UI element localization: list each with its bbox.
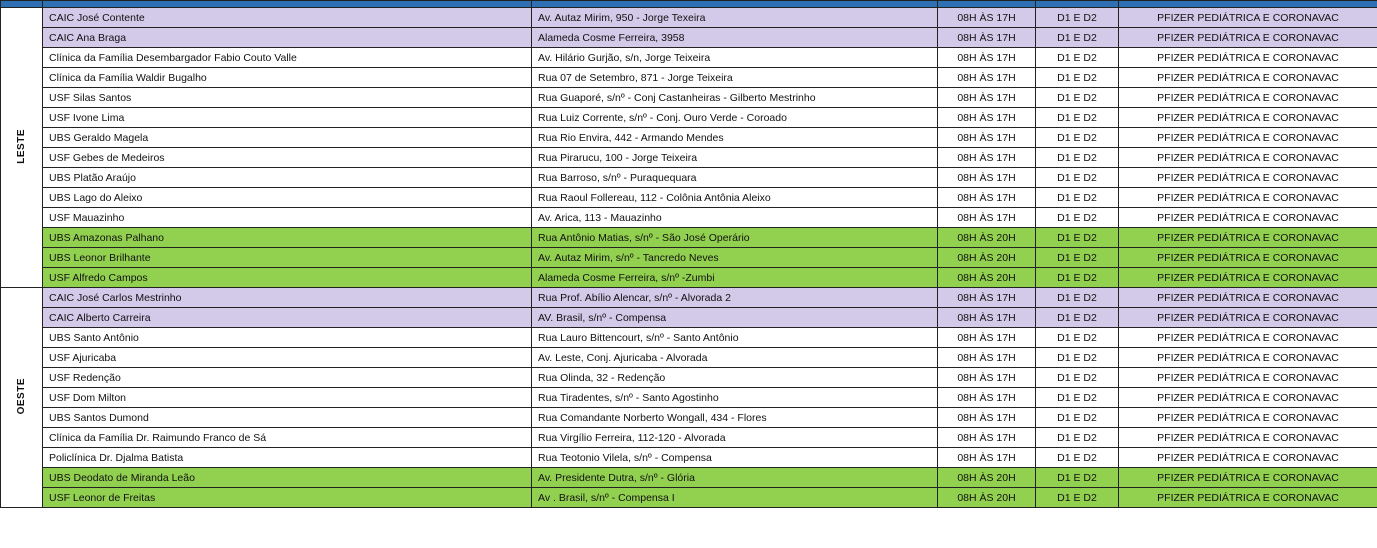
- unit-name-cell: UBS Santos Dumond: [43, 408, 532, 428]
- vaccine-cell: PFIZER PEDIÁTRICA E CORONAVAC: [1119, 428, 1377, 448]
- vaccine-cell: PFIZER PEDIÁTRICA E CORONAVAC: [1119, 408, 1377, 428]
- unit-name-cell: UBS Amazonas Palhano: [43, 228, 532, 248]
- hours-cell: 08H ÀS 17H: [938, 368, 1036, 388]
- address-cell: Av. Hilário Gurjão, s/n, Jorge Teixeira: [532, 48, 938, 68]
- unit-name-cell: CAIC José Carlos Mestrinho: [43, 288, 532, 308]
- unit-name-cell: USF Ajuricaba: [43, 348, 532, 368]
- doses-cell: D1 E D2: [1036, 208, 1119, 228]
- unit-name-cell: UBS Deodato de Miranda Leão: [43, 468, 532, 488]
- unit-name-cell: USF Gebes de Medeiros: [43, 148, 532, 168]
- table-row: [1, 308, 1377, 328]
- vaccine-cell: PFIZER PEDIÁTRICA E CORONAVAC: [1119, 88, 1377, 108]
- table-row: [1, 28, 1377, 48]
- hours-cell: 08H ÀS 17H: [938, 168, 1036, 188]
- unit-name-cell: USF Mauazinho: [43, 208, 532, 228]
- unit-name-cell: USF Silas Santos: [43, 88, 532, 108]
- vaccine-cell: PFIZER PEDIÁTRICA E CORONAVAC: [1119, 248, 1377, 268]
- doses-cell: D1 E D2: [1036, 88, 1119, 108]
- doses-cell: D1 E D2: [1036, 148, 1119, 168]
- address-cell: Rua Rio Envira, 442 - Armando Mendes: [532, 128, 938, 148]
- vaccine-cell: PFIZER PEDIÁTRICA E CORONAVAC: [1119, 68, 1377, 88]
- address-cell: Rua Luiz Corrente, s/nº - Conj. Ouro Verde - Coroado: [532, 108, 938, 128]
- hours-cell: 08H ÀS 17H: [938, 8, 1036, 28]
- hours-cell: 08H ÀS 20H: [938, 468, 1036, 488]
- unit-name-cell: UBS Leonor Brilhante: [43, 248, 532, 268]
- vaccine-cell: PFIZER PEDIÁTRICA E CORONAVAC: [1119, 368, 1377, 388]
- table-row: [1, 408, 1377, 428]
- address-cell: Rua Teotonio Vilela, s/nº - Compensa: [532, 448, 938, 468]
- header-strip: [1, 1, 1377, 8]
- hours-cell: 08H ÀS 17H: [938, 148, 1036, 168]
- address-cell: Rua Lauro Bittencourt, s/nº - Santo Antônio: [532, 328, 938, 348]
- hours-cell: 08H ÀS 17H: [938, 448, 1036, 468]
- vaccine-cell: PFIZER PEDIÁTRICA E CORONAVAC: [1119, 148, 1377, 168]
- table-row: [1, 488, 1377, 508]
- unit-name-cell: USF Dom Milton: [43, 388, 532, 408]
- unit-name-cell: Clínica da Família Dr. Raimundo Franco de Sá: [43, 428, 532, 448]
- doses-cell: D1 E D2: [1036, 448, 1119, 468]
- vaccine-cell: PFIZER PEDIÁTRICA E CORONAVAC: [1119, 348, 1377, 368]
- address-cell: Rua Pirarucu, 100 - Jorge Teixeira: [532, 148, 938, 168]
- address-cell: Av. Autaz Mirim, 950 - Jorge Texeira: [532, 8, 938, 28]
- hours-cell: 08H ÀS 17H: [938, 108, 1036, 128]
- unit-name-cell: USF Alfredo Campos: [43, 268, 532, 288]
- hours-cell: 08H ÀS 17H: [938, 388, 1036, 408]
- address-cell: Rua 07 de Setembro, 871 - Jorge Teixeira: [532, 68, 938, 88]
- doses-cell: D1 E D2: [1036, 228, 1119, 248]
- doses-cell: D1 E D2: [1036, 468, 1119, 488]
- address-cell: Av. Autaz Mirim, s/nº - Tancredo Neves: [532, 248, 938, 268]
- address-cell: Alameda Cosme Ferreira, s/nº -Zumbi: [532, 268, 938, 288]
- unit-name-cell: Policlínica Dr. Djalma Batista: [43, 448, 532, 468]
- address-cell: Av . Brasil, s/nº - Compensa I: [532, 488, 938, 508]
- table-row: [1, 248, 1377, 268]
- hours-cell: 08H ÀS 17H: [938, 408, 1036, 428]
- table-row: [1, 188, 1377, 208]
- doses-cell: D1 E D2: [1036, 488, 1119, 508]
- unit-name-cell: USF Ivone Lima: [43, 108, 532, 128]
- hours-cell: 08H ÀS 17H: [938, 288, 1036, 308]
- hours-cell: 08H ÀS 17H: [938, 48, 1036, 68]
- unit-name-cell: USF Redenção: [43, 368, 532, 388]
- address-cell: Rua Comandante Norberto Wongall, 434 - Flores: [532, 408, 938, 428]
- address-cell: Rua Raoul Follereau, 112 - Colônia Antônia Aleixo: [532, 188, 938, 208]
- address-cell: Rua Virgílio Ferreira, 112-120 - Alvorada: [532, 428, 938, 448]
- doses-cell: D1 E D2: [1036, 108, 1119, 128]
- table-row: [1, 48, 1377, 68]
- doses-cell: D1 E D2: [1036, 28, 1119, 48]
- vaccine-cell: PFIZER PEDIÁTRICA E CORONAVAC: [1119, 328, 1377, 348]
- table-row: [1, 328, 1377, 348]
- vaccine-cell: PFIZER PEDIÁTRICA E CORONAVAC: [1119, 108, 1377, 128]
- table-row: [1, 268, 1377, 288]
- hours-cell: 08H ÀS 20H: [938, 268, 1036, 288]
- hours-cell: 08H ÀS 17H: [938, 128, 1036, 148]
- doses-cell: D1 E D2: [1036, 348, 1119, 368]
- table-row: [1, 168, 1377, 188]
- hours-cell: 08H ÀS 17H: [938, 348, 1036, 368]
- table-row: [1, 388, 1377, 408]
- table-row: [1, 68, 1377, 88]
- table-row: [1, 348, 1377, 368]
- unit-name-cell: Clínica da Família Waldir Bugalho: [43, 68, 532, 88]
- vaccine-cell: PFIZER PEDIÁTRICA E CORONAVAC: [1119, 188, 1377, 208]
- doses-cell: D1 E D2: [1036, 288, 1119, 308]
- hours-cell: 08H ÀS 20H: [938, 488, 1036, 508]
- table-row: [1, 88, 1377, 108]
- hours-cell: 08H ÀS 17H: [938, 188, 1036, 208]
- table-row: [1, 208, 1377, 228]
- doses-cell: D1 E D2: [1036, 428, 1119, 448]
- doses-cell: D1 E D2: [1036, 188, 1119, 208]
- doses-cell: D1 E D2: [1036, 328, 1119, 348]
- doses-cell: D1 E D2: [1036, 248, 1119, 268]
- hours-cell: 08H ÀS 17H: [938, 328, 1036, 348]
- hours-cell: 08H ÀS 17H: [938, 208, 1036, 228]
- region-label: OESTE: [16, 377, 27, 415]
- vaccine-cell: PFIZER PEDIÁTRICA E CORONAVAC: [1119, 268, 1377, 288]
- vaccine-cell: PFIZER PEDIÁTRICA E CORONAVAC: [1119, 308, 1377, 328]
- doses-cell: D1 E D2: [1036, 48, 1119, 68]
- table-row: [1, 368, 1377, 388]
- hours-cell: 08H ÀS 17H: [938, 28, 1036, 48]
- address-cell: Av. Presidente Dutra, s/nº - Glória: [532, 468, 938, 488]
- hours-cell: 08H ÀS 17H: [938, 308, 1036, 328]
- address-cell: Rua Prof. Abílio Alencar, s/nº - Alvorada 2: [532, 288, 938, 308]
- address-cell: Rua Tiradentes, s/nº - Santo Agostinho: [532, 388, 938, 408]
- doses-cell: D1 E D2: [1036, 8, 1119, 28]
- hours-cell: 08H ÀS 20H: [938, 248, 1036, 268]
- vaccine-cell: PFIZER PEDIÁTRICA E CORONAVAC: [1119, 468, 1377, 488]
- table-row: [1, 8, 1377, 28]
- hours-cell: 08H ÀS 17H: [938, 428, 1036, 448]
- table-row: [1, 148, 1377, 168]
- hours-cell: 08H ÀS 17H: [938, 88, 1036, 108]
- doses-cell: D1 E D2: [1036, 68, 1119, 88]
- doses-cell: D1 E D2: [1036, 388, 1119, 408]
- hours-cell: 08H ÀS 17H: [938, 68, 1036, 88]
- hours-cell: 08H ÀS 20H: [938, 228, 1036, 248]
- address-cell: Rua Guaporé, s/nº - Conj Castanheiras - Gilberto Mestrinho: [532, 88, 938, 108]
- doses-cell: D1 E D2: [1036, 308, 1119, 328]
- doses-cell: D1 E D2: [1036, 128, 1119, 148]
- vaccine-cell: PFIZER PEDIÁTRICA E CORONAVAC: [1119, 128, 1377, 148]
- unit-name-cell: UBS Geraldo Magela: [43, 128, 532, 148]
- address-cell: Rua Barroso, s/nº - Puraquequara: [532, 168, 938, 188]
- table-row: [1, 288, 1377, 308]
- table-row: [1, 228, 1377, 248]
- address-cell: Rua Antônio Matias, s/nº - São José Operário: [532, 228, 938, 248]
- vaccine-cell: PFIZER PEDIÁTRICA E CORONAVAC: [1119, 168, 1377, 188]
- doses-cell: D1 E D2: [1036, 268, 1119, 288]
- address-cell: Av. Arica, 113 - Mauazinho: [532, 208, 938, 228]
- vaccine-cell: PFIZER PEDIÁTRICA E CORONAVAC: [1119, 8, 1377, 28]
- vaccine-cell: PFIZER PEDIÁTRICA E CORONAVAC: [1119, 388, 1377, 408]
- unit-name-cell: CAIC Ana Braga: [43, 28, 532, 48]
- table-row: [1, 448, 1377, 468]
- address-cell: AV. Brasil, s/nº - Compensa: [532, 308, 938, 328]
- doses-cell: D1 E D2: [1036, 408, 1119, 428]
- unit-name-cell: UBS Platão Araújo: [43, 168, 532, 188]
- doses-cell: D1 E D2: [1036, 168, 1119, 188]
- vaccine-cell: PFIZER PEDIÁTRICA E CORONAVAC: [1119, 228, 1377, 248]
- address-cell: Alameda Cosme Ferreira, 3958: [532, 28, 938, 48]
- unit-name-cell: Clínica da Família Desembargador Fabio Couto Valle: [43, 48, 532, 68]
- unit-name-cell: CAIC Alberto Carreira: [43, 308, 532, 328]
- unit-name-cell: CAIC José Contente: [43, 8, 532, 28]
- address-cell: Av. Leste, Conj. Ajuricaba - Alvorada: [532, 348, 938, 368]
- vaccine-cell: PFIZER PEDIÁTRICA E CORONAVAC: [1119, 28, 1377, 48]
- region-label-cell: [1, 8, 43, 288]
- unit-name-cell: UBS Santo Antônio: [43, 328, 532, 348]
- vaccine-cell: PFIZER PEDIÁTRICA E CORONAVAC: [1119, 448, 1377, 468]
- vaccine-cell: PFIZER PEDIÁTRICA E CORONAVAC: [1119, 288, 1377, 308]
- vaccine-cell: PFIZER PEDIÁTRICA E CORONAVAC: [1119, 48, 1377, 68]
- table-row: [1, 128, 1377, 148]
- vaccine-cell: PFIZER PEDIÁTRICA E CORONAVAC: [1119, 208, 1377, 228]
- table-row: [1, 468, 1377, 488]
- unit-name-cell: USF Leonor de Freitas: [43, 488, 532, 508]
- region-label-cell: [1, 288, 43, 508]
- doses-cell: D1 E D2: [1036, 368, 1119, 388]
- table-row: [1, 428, 1377, 448]
- table-row: [1, 108, 1377, 128]
- unit-name-cell: UBS Lago do Aleixo: [43, 188, 532, 208]
- address-cell: Rua Olinda, 32 - Redenção: [532, 368, 938, 388]
- vaccine-cell: PFIZER PEDIÁTRICA E CORONAVAC: [1119, 488, 1377, 508]
- region-label: LESTE: [16, 128, 27, 164]
